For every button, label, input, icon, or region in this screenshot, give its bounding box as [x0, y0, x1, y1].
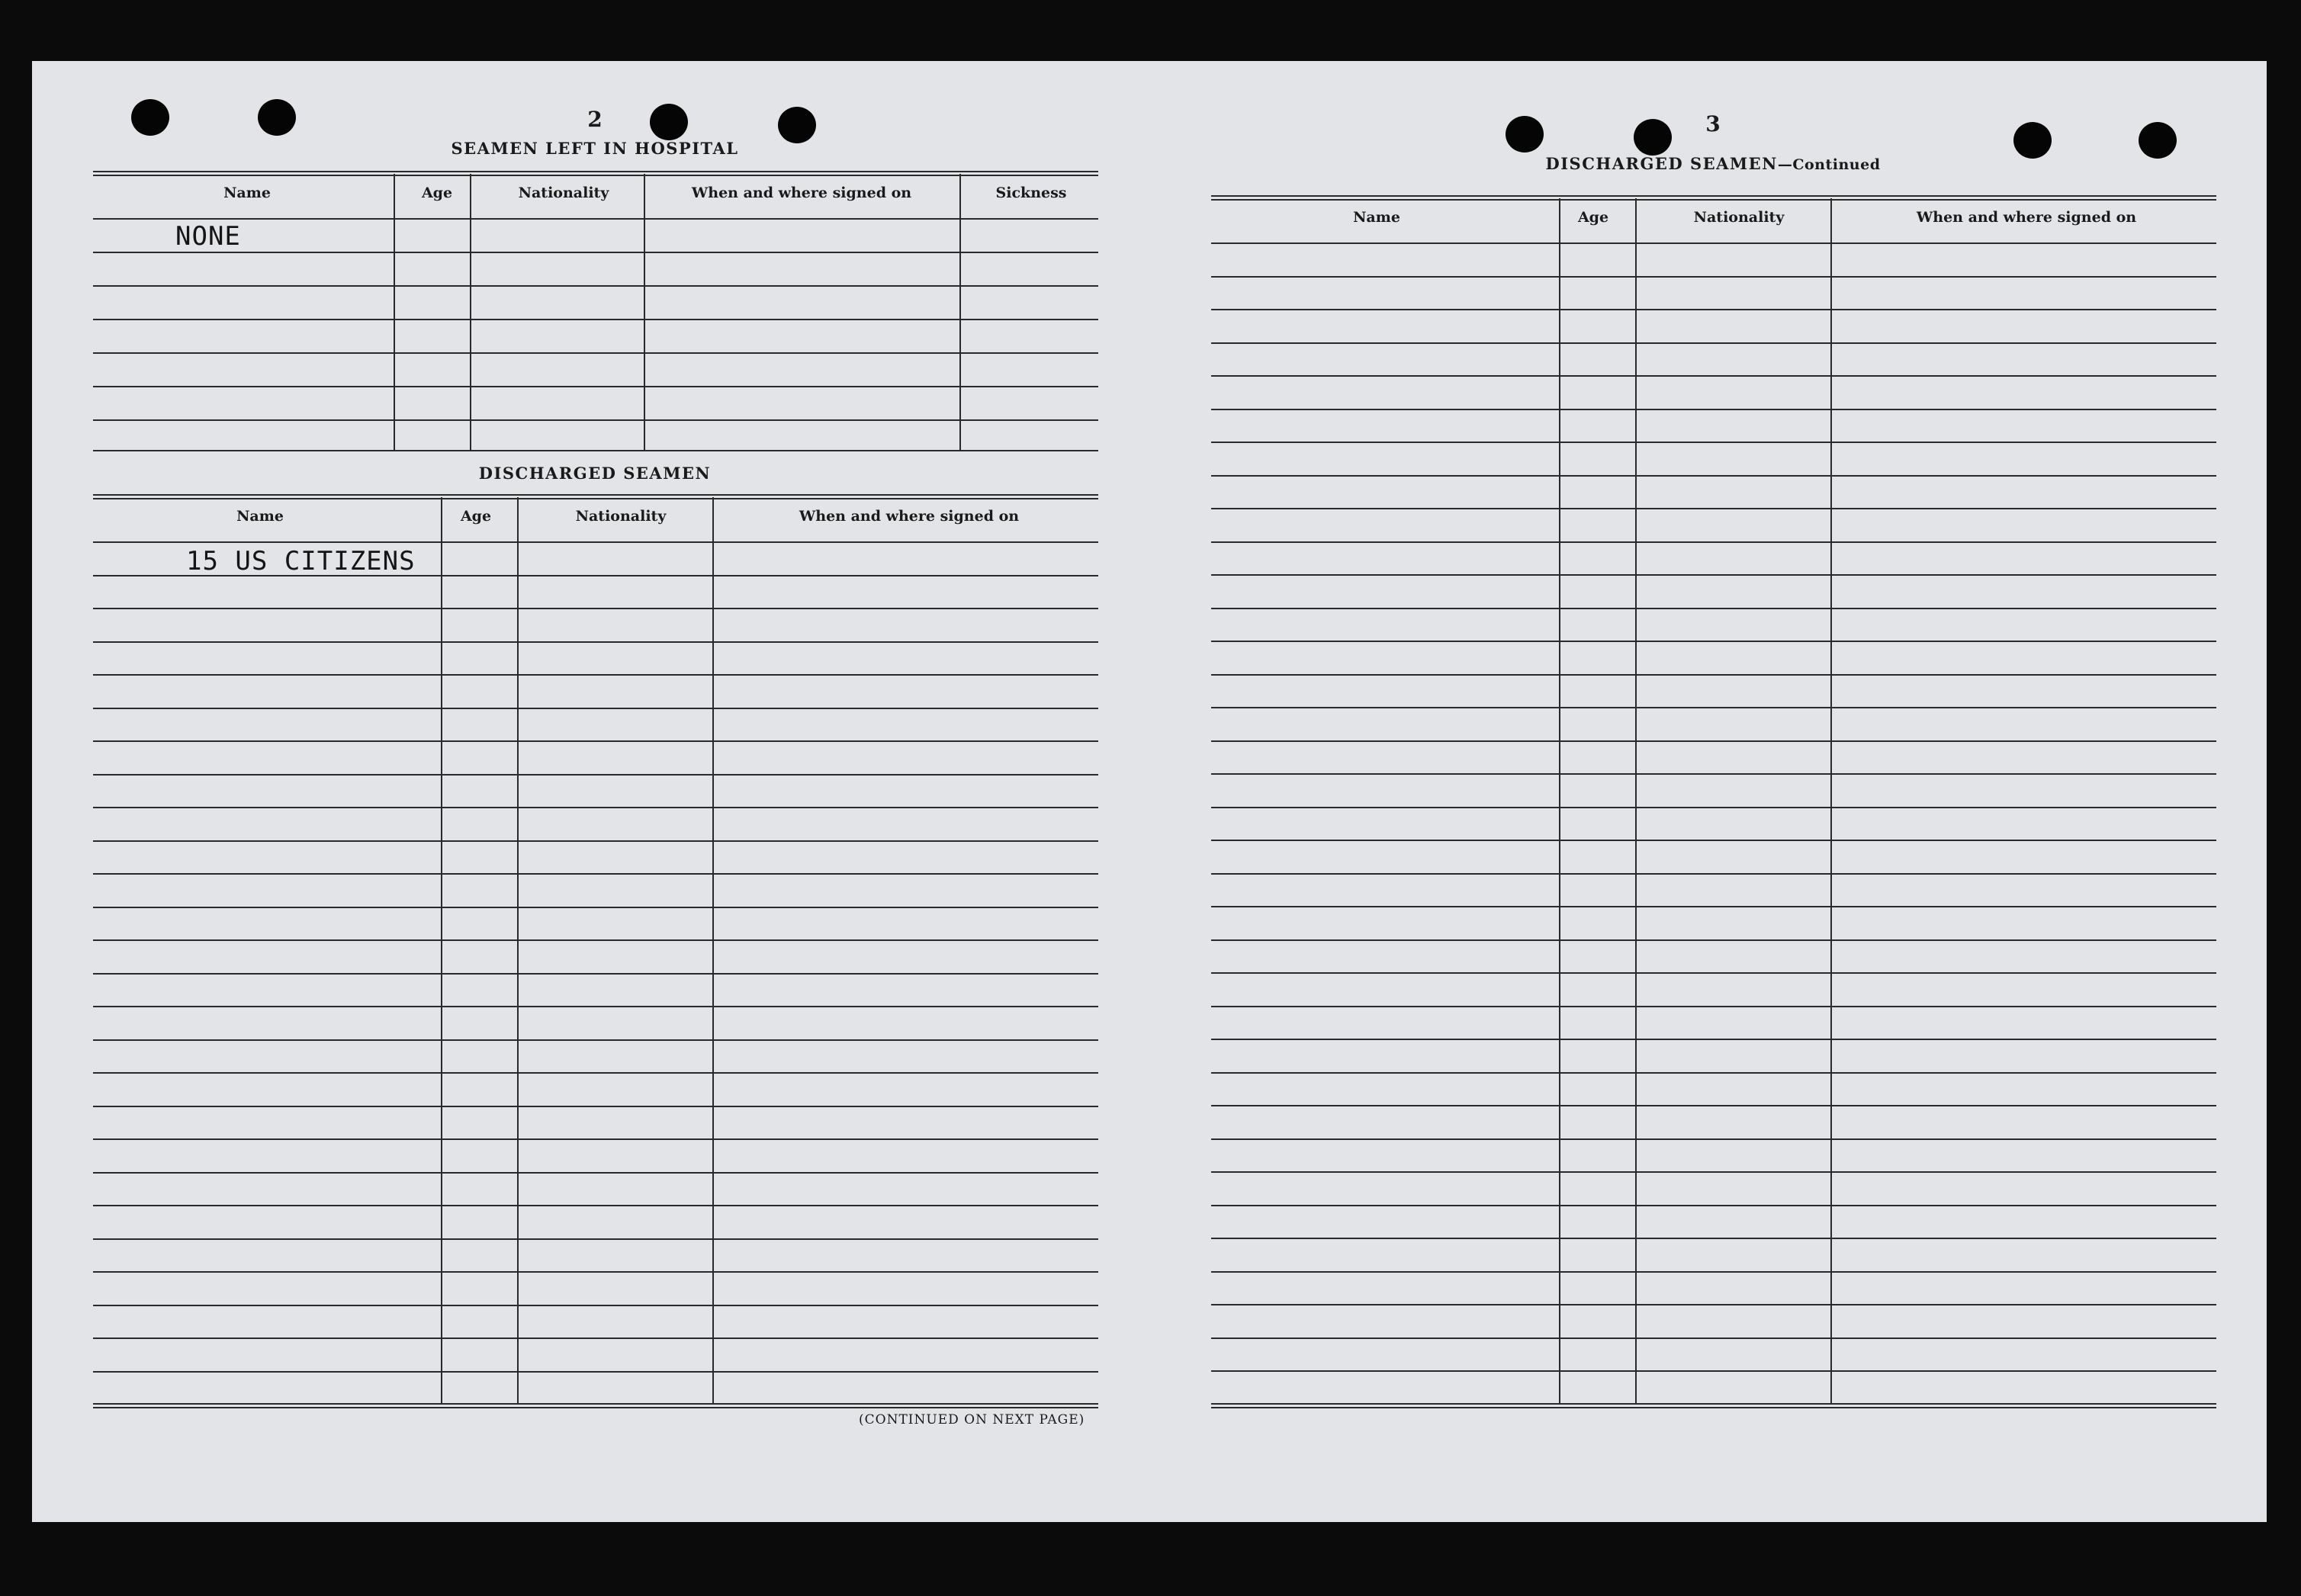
table-top-rule [93, 171, 1098, 176]
column-divider [1830, 198, 1832, 1405]
column-header-nationality: Nationality [518, 185, 609, 201]
row-rule [1211, 1171, 2216, 1173]
row-rule [93, 1072, 1098, 1074]
column-divider [470, 174, 471, 451]
row-rule [93, 1305, 1098, 1306]
column-header-nationality: Nationality [1693, 209, 1785, 226]
discharged-continued-title-text: DISCHARGED SEAMEN [1545, 154, 1778, 173]
row-rule [93, 541, 1098, 543]
row-rule [1211, 906, 2216, 907]
row-rule [93, 386, 1098, 387]
column-divider [441, 497, 442, 1405]
row-rule [1211, 972, 2216, 974]
row-rule [1211, 1337, 2216, 1339]
page-number-right: 3 [1705, 111, 1721, 136]
row-rule [93, 708, 1098, 709]
table-bottom-rule [93, 1403, 1098, 1408]
punch-hole [778, 107, 816, 143]
punch-hole [2013, 122, 2052, 159]
row-rule [1211, 873, 2216, 875]
continued-note: (CONTINUED ON NEXT PAGE) [859, 1412, 1085, 1427]
hospital-section-title: SEAMEN LEFT IN HOSPITAL [451, 139, 739, 158]
row-rule [93, 608, 1098, 609]
row-rule [93, 973, 1098, 975]
column-header-signed-on: When and where signed on [1916, 209, 2137, 226]
row-rule [1211, 1039, 2216, 1040]
row-rule [1211, 1238, 2216, 1239]
row-rule [1211, 1370, 2216, 1372]
column-header-age: Age [1577, 209, 1609, 226]
row-rule [1211, 740, 2216, 742]
row-rule [1211, 1304, 2216, 1305]
row-rule [1211, 242, 2216, 244]
punch-hole [1506, 116, 1544, 153]
row-rule [93, 807, 1098, 808]
row-rule [93, 1337, 1098, 1339]
row-rule [1211, 1006, 2216, 1007]
column-header-age: Age [460, 508, 492, 525]
discharged-section-title: DISCHARGED SEAMEN [478, 464, 712, 483]
row-rule [93, 419, 1098, 421]
row-rule [93, 252, 1098, 253]
discharged-continued-table [1211, 195, 2216, 1405]
punch-hole [1634, 119, 1672, 156]
row-rule [93, 1138, 1098, 1140]
hospital-entry: NONE [175, 221, 241, 252]
row-rule [93, 774, 1098, 776]
row-rule [93, 1205, 1098, 1206]
column-header-age: Age [421, 185, 453, 201]
row-rule [93, 641, 1098, 643]
row-rule [93, 907, 1098, 908]
row-rule [1211, 276, 2216, 278]
column-divider [1635, 198, 1637, 1405]
column-header-nationality: Nationality [575, 508, 667, 525]
discharged-entry: 15 US CITIZENS [186, 546, 416, 576]
page-number-left: 2 [587, 107, 603, 132]
punch-hole [2139, 122, 2177, 159]
row-rule [1211, 574, 2216, 576]
punch-hole [131, 99, 169, 136]
row-rule [1211, 840, 2216, 841]
row-rule [93, 1172, 1098, 1174]
row-rule [1211, 1138, 2216, 1140]
row-rule [1211, 1105, 2216, 1106]
row-rule [1211, 342, 2216, 344]
row-rule [1211, 541, 2216, 543]
row-rule [93, 1271, 1098, 1273]
column-divider [517, 497, 519, 1405]
column-header-name: Name [223, 185, 271, 201]
row-rule [93, 1006, 1098, 1007]
column-header-signed-on: When and where signed on [799, 508, 1020, 525]
column-header-name: Name [236, 508, 284, 525]
row-rule [1211, 674, 2216, 676]
row-rule [93, 1106, 1098, 1107]
row-rule [93, 319, 1098, 320]
hospital-table [93, 171, 1098, 451]
row-rule [93, 352, 1098, 354]
row-rule [1211, 442, 2216, 443]
row-rule [93, 1039, 1098, 1041]
table-top-rule [1211, 195, 2216, 201]
row-rule [93, 674, 1098, 676]
row-rule [93, 1238, 1098, 1240]
row-rule [93, 873, 1098, 875]
row-rule [93, 939, 1098, 941]
title-continued-suffix: —Continued [1777, 156, 1881, 173]
row-rule [1211, 939, 2216, 941]
row-rule [1211, 1072, 2216, 1074]
punch-hole [258, 99, 296, 136]
column-divider [959, 174, 961, 451]
column-header-signed-on: When and where signed on [691, 185, 912, 201]
row-rule [93, 450, 1098, 451]
punch-hole [650, 104, 688, 140]
row-rule [93, 840, 1098, 842]
row-rule [93, 740, 1098, 742]
column-header-sickness: Sickness [995, 185, 1067, 201]
column-divider [394, 174, 395, 451]
row-rule [1211, 608, 2216, 609]
row-rule [93, 285, 1098, 287]
discharged-continued-title [1484, 154, 1942, 173]
column-header-name: Name [1353, 209, 1400, 226]
column-divider [1559, 198, 1560, 1405]
row-rule [1211, 508, 2216, 509]
row-rule [1211, 773, 2216, 775]
row-rule [1211, 641, 2216, 642]
row-rule [1211, 475, 2216, 477]
table-bottom-rule [1211, 1403, 2216, 1408]
row-rule [1211, 309, 2216, 310]
row-rule [1211, 707, 2216, 708]
row-rule [1211, 1205, 2216, 1206]
row-rule [93, 1371, 1098, 1373]
row-rule [1211, 409, 2216, 410]
row-rule [1211, 1271, 2216, 1273]
row-rule [93, 218, 1098, 220]
discharged-table [93, 494, 1098, 1405]
column-divider [644, 174, 645, 451]
column-divider [712, 497, 714, 1405]
row-rule [1211, 807, 2216, 808]
table-top-rule [93, 494, 1098, 499]
row-rule [1211, 375, 2216, 377]
